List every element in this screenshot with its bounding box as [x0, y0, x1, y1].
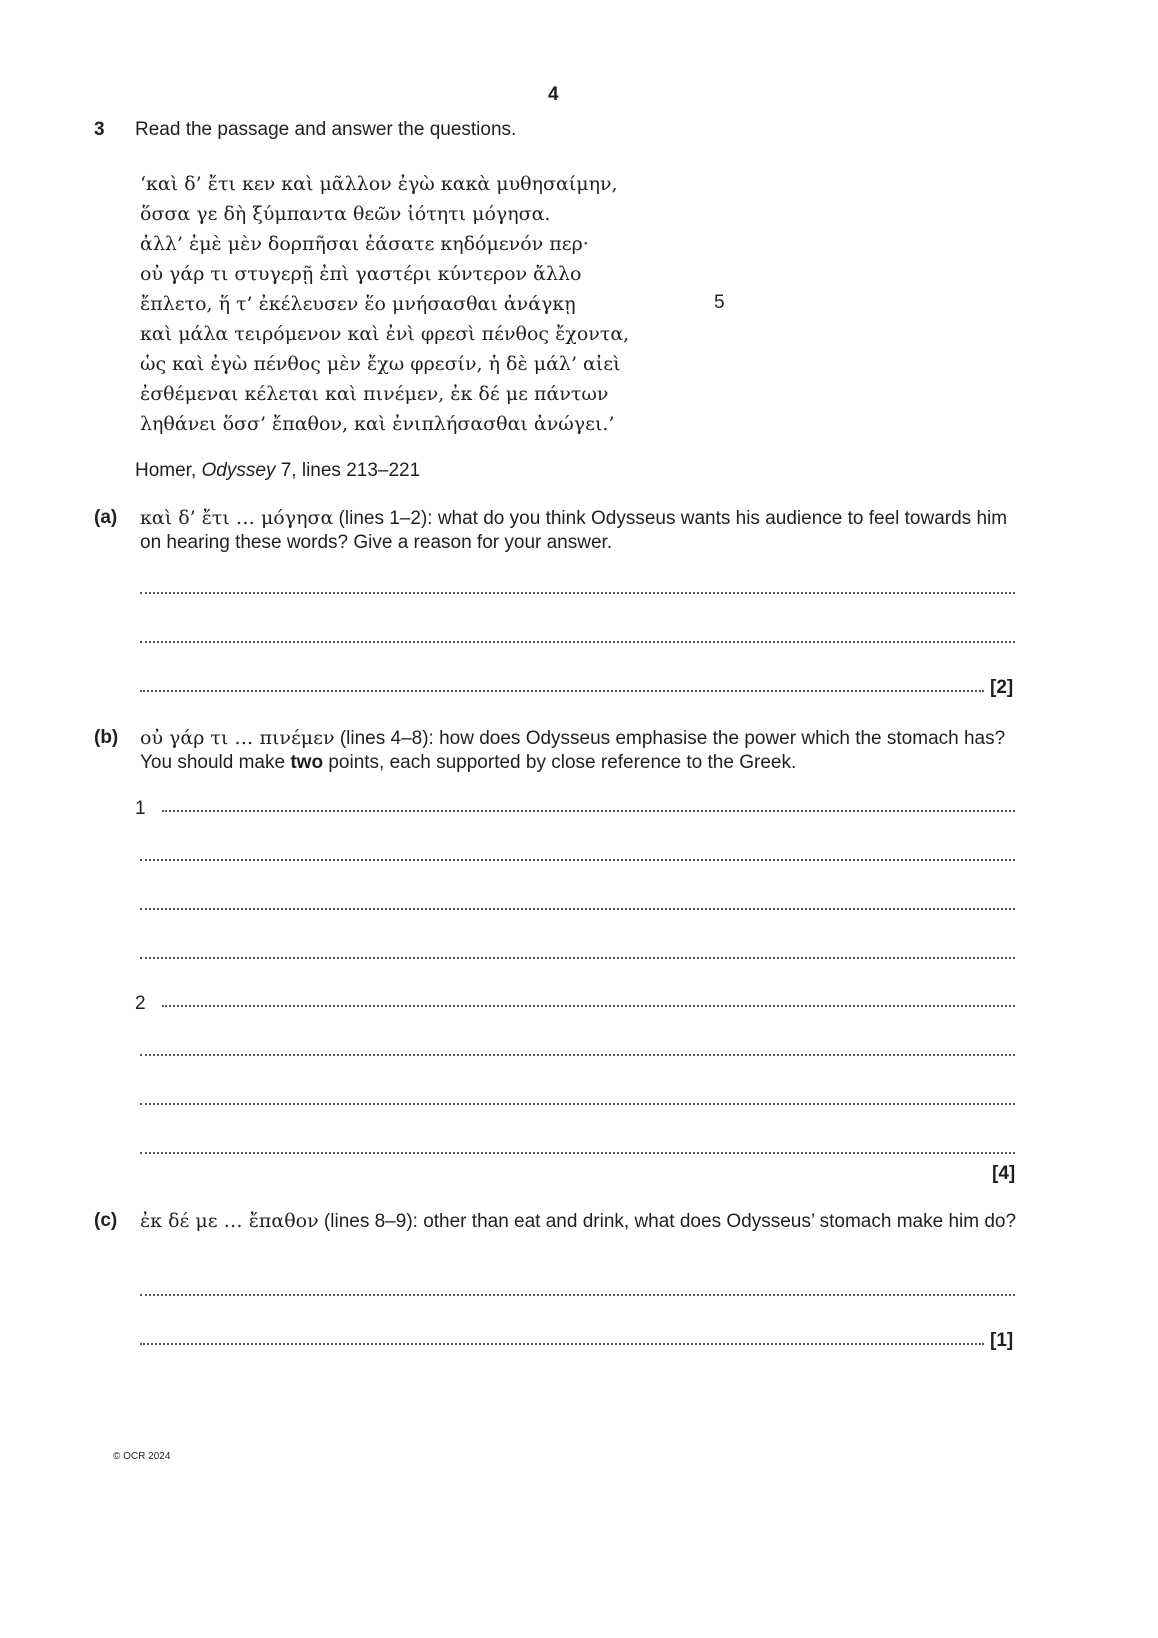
part-c-label: (c) — [94, 1210, 118, 1231]
emphasis: two — [290, 752, 324, 773]
question-text: (lines 4–8): how does Odysseus emphasise the power which the stomach has? You should make — [140, 728, 1006, 773]
question-text: points, each supported by close reference to the Greek. — [323, 752, 797, 773]
question-number: 3 — [94, 119, 105, 140]
marks-c: [1] — [990, 1330, 1014, 1351]
passage-line: ὡς καὶ ἐγὼ πένθος μὲν ἔχω φρεσίν, ἡ δὲ μάλ’ αἰεὶ — [140, 353, 621, 375]
part-b-question — [140, 726, 1020, 775]
answer-line[interactable] — [140, 1148, 1015, 1154]
source-work: Odyssey — [201, 460, 276, 481]
greek-quote: ἐκ δέ με … ἔπαθον — [140, 1210, 319, 1232]
source-author: Homer, — [135, 460, 202, 481]
answer-line[interactable] — [140, 686, 984, 692]
part-a-label: (a) — [94, 507, 118, 528]
greek-quote: καὶ δ’ ἔτι … μόγησα — [140, 507, 334, 529]
answer-line[interactable] — [140, 1050, 1015, 1056]
passage-line: οὐ γάρ τι στυγερῇ ἐπὶ γαστέρι κύντερον ἄλλο — [140, 263, 582, 285]
passage-source — [135, 460, 420, 482]
passage-line: ἀλλ’ ἐμὲ μὲν δορπῆσαι ἐάσατε κηδόμενόν περ· — [140, 233, 589, 255]
passage-line: ἔπλετο, ἥ τ’ ἐκέλευσεν ἕο μνήσασθαι ἀνάγκῃ — [140, 293, 576, 315]
question-text: (lines 8–9): other than eat and drink, what does Odysseus’ stomach make him do? — [318, 1211, 1017, 1232]
greek-quote: οὐ γάρ τι … πινέμεν — [140, 727, 335, 749]
answer-line[interactable] — [162, 806, 1015, 812]
part-a-question — [140, 506, 1020, 555]
point-1-label: 1 — [135, 798, 146, 819]
answer-line[interactable] — [162, 1001, 1015, 1007]
question-text: (lines 1–2): what do you think Odysseus wants his audience to feel towards him on hearing these words? Give a reason for your answer. — [140, 508, 1008, 553]
answer-line[interactable] — [140, 1099, 1015, 1105]
passage-line: ‘καὶ δ’ ἔτι κεν καὶ μᾶλλον ἐγὼ κακὰ μυθησαίμην, — [140, 173, 618, 195]
marks-a: [2] — [990, 677, 1014, 698]
answer-line[interactable] — [140, 855, 1015, 861]
passage-line: καὶ μάλα τειρόμενον καὶ ἐνὶ φρεσὶ πένθος ἔχοντα, — [140, 323, 630, 345]
page-number: 4 — [548, 84, 559, 105]
passage-line: ὅσσα γε δὴ ξύμπαντα θεῶν ἰότητι μόγησα. — [140, 203, 551, 225]
line-number-marker: 5 — [714, 292, 725, 313]
answer-line[interactable] — [140, 1290, 1015, 1296]
question-instruction: Read the passage and answer the questions. — [135, 119, 517, 140]
copyright-footer: © OCR 2024 — [113, 1451, 171, 1462]
passage-line: ἐσθέμεναι κέλεται καὶ πινέμεν, ἐκ δέ με πάντων — [140, 383, 609, 405]
answer-line[interactable] — [140, 588, 1015, 594]
source-ref: 7, lines 213–221 — [275, 460, 421, 481]
part-b-label: (b) — [94, 727, 119, 748]
answer-line[interactable] — [140, 1339, 984, 1345]
marks-b: [4] — [992, 1163, 1016, 1184]
passage-line: ληθάνει ὅσσ’ ἔπαθον, καὶ ἐνιπλήσασθαι ἀνώγει.’ — [140, 413, 615, 435]
point-2-label: 2 — [135, 993, 146, 1014]
answer-line[interactable] — [140, 637, 1015, 643]
answer-line[interactable] — [140, 953, 1015, 959]
part-c-question — [140, 1209, 1020, 1234]
answer-line[interactable] — [140, 904, 1015, 910]
